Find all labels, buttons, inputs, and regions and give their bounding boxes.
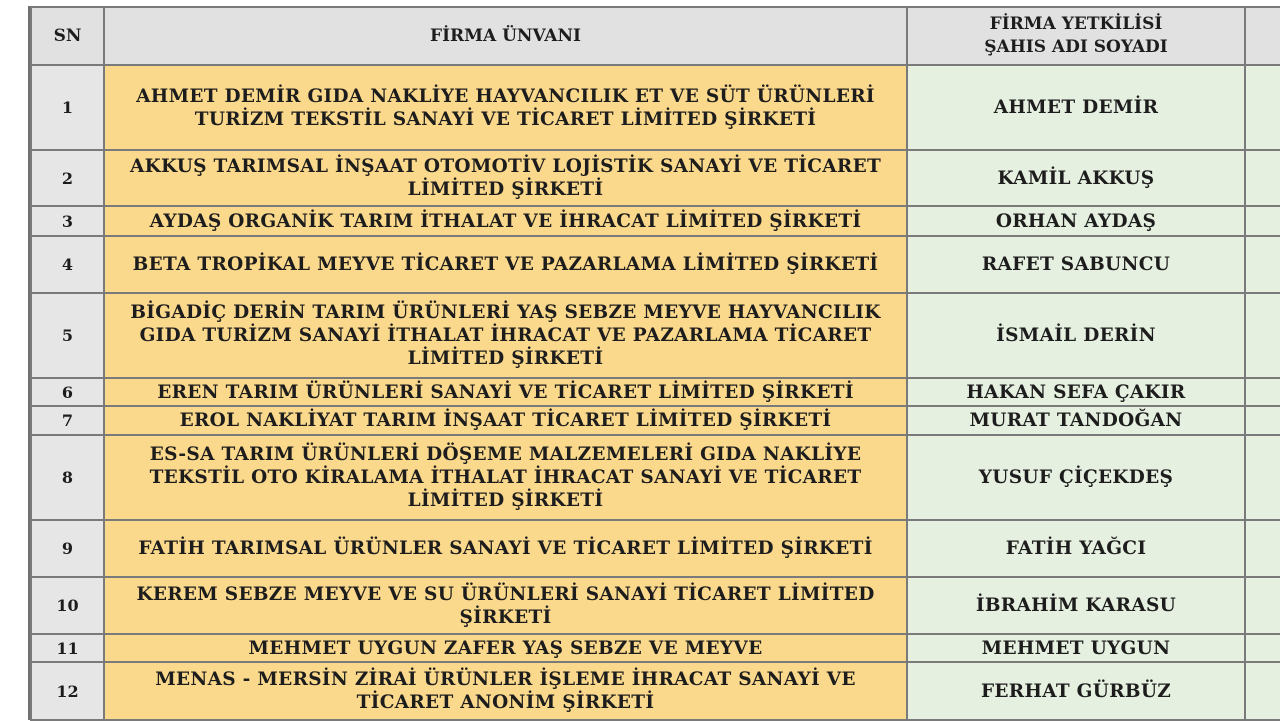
row-sn-cell[interactable]: 6 [31,378,104,406]
table-row [31,406,1280,435]
row-extra-cell[interactable] [1245,150,1280,206]
firma-text-line: EROL NAKLİYAT TARIM İNŞAAT TİCARET LİMİTED ŞİRKETİ [179,410,832,431]
row-firma-cell[interactable] [104,378,907,406]
header-firma-yetkilisi [907,7,1245,65]
row-yetkili-cell[interactable]: ORHAN AYDAŞ [907,206,1245,236]
row-firma-cell[interactable] [104,577,907,634]
table-row [31,662,1280,720]
firma-text-line: EREN TARIM ÜRÜNLERİ SANAYİ VE TİCARET LİMİTED ŞİRKETİ [157,381,854,403]
table-row [31,577,1280,634]
row-sn-cell[interactable]: 10 [31,577,104,634]
row-yetkili-cell[interactable]: RAFET SABUNCU [907,236,1245,293]
row-sn-cell[interactable]: 1 [31,65,104,150]
row-yetkili-cell[interactable]: MEHMET UYGUN [907,634,1245,662]
row-yetkili-cell[interactable]: FATİH YAĞCI [907,520,1245,577]
row-extra-cell[interactable] [1245,378,1280,406]
row-extra-cell[interactable] [1245,662,1280,720]
firma-text-line: MEHMET UYGUN ZAFER YAŞ SEBZE VE MEYVE [248,637,763,659]
row-firma-cell[interactable] [104,150,907,206]
row-sn-cell[interactable]: 9 [31,520,104,577]
row-extra-cell[interactable] [1245,236,1280,293]
row-sn-cell[interactable]: 2 [31,150,104,206]
table-row [31,435,1280,520]
header-sn: SN [31,7,104,65]
spreadsheet-sheet [28,6,1280,720]
firma-text-line: MENAS - MERSİN ZİRAİ ÜRÜNLER İŞLEME İHRACAT SANAYİ VE [155,669,856,690]
row-extra-cell[interactable] [1245,435,1280,520]
firma-text-line: ES-SA TARIM ÜRÜNLERİ DÖŞEME MALZEMELERİ GIDA NAKLİYE [149,444,862,465]
firma-text-line: AKKUŞ TARIMSAL İNŞAAT OTOMOTİV LOJİSTİK SANAYİ VE TİCARET [129,156,882,177]
header-extra-column [1245,7,1280,65]
firma-text-line: BİGADİÇ DERİN TARIM ÜRÜNLERİ YAŞ SEBZE MEYVE HAYVANCILIK [130,302,881,323]
firma-text-line: GIDA TURİZM SANAYİ İTHALAT İHRACAT VE PAZARLAMA TİCARET [139,325,872,346]
firma-text-line: TEKSTİL OTO KİRALAMA İTHALAT İHRACAT SANAYİ VE TİCARET [149,467,862,488]
firma-text-line: LİMİTED ŞİRKETİ [407,348,604,369]
row-yetkili-cell[interactable]: KAMİL AKKUŞ [907,150,1245,206]
firma-text-line: TİCARET ANONİM ŞİRKETİ [356,692,655,713]
row-sn-cell[interactable]: 11 [31,634,104,662]
row-firma-cell[interactable] [104,236,907,293]
row-extra-cell[interactable] [1245,206,1280,236]
table-body [31,65,1280,720]
row-firma-cell[interactable] [104,662,907,720]
row-yetkili-cell[interactable]: HAKAN SEFA ÇAKIR [907,378,1245,406]
row-yetkili-cell[interactable]: FERHAT GÜRBÜZ [907,662,1245,720]
row-sn-cell[interactable]: 4 [31,236,104,293]
row-extra-cell[interactable] [1245,293,1280,378]
row-firma-cell[interactable] [104,406,907,435]
row-firma-cell[interactable] [104,293,907,378]
row-yetkili-cell[interactable]: YUSUF ÇİÇEKDEŞ [907,435,1245,520]
firma-text-line: LİMİTED ŞİRKETİ [407,179,604,200]
firma-text-line: AYDAŞ ORGANİK TARIM İTHALAT VE İHRACAT LİMİTED ŞİRKETİ [149,210,862,232]
row-sn-cell[interactable]: 12 [31,662,104,720]
firma-text-line: LİMİTED ŞİRKETİ [407,490,604,511]
table-row [31,150,1280,206]
row-sn-cell[interactable]: 3 [31,206,104,236]
firma-text-line: KEREM SEBZE MEYVE VE SU ÜRÜNLERİ SANAYİ TİCARET LİMİTED [136,583,875,605]
row-sn-cell[interactable]: 7 [31,406,104,435]
table-row [31,206,1280,236]
table-row [31,65,1280,150]
table-row [31,293,1280,378]
row-extra-cell[interactable] [1245,65,1280,150]
row-yetkili-cell[interactable]: İBRAHİM KARASU [907,577,1245,634]
header-firma-unvani: FİRMA ÜNVANI [104,7,907,65]
row-extra-cell[interactable] [1245,520,1280,577]
row-firma-cell[interactable] [104,520,907,577]
header-yetkili-line2: ŞAHIS ADI SOYADI [984,37,1168,57]
firma-text-line: AHMET DEMİR GIDA NAKLİYE HAYVANCILIK ET VE SÜT ÜRÜNLERİ [136,85,875,107]
table-row [31,634,1280,662]
table-row [31,236,1280,293]
company-table [30,6,1280,721]
firma-text-line: TURİZM TEKSTİL SANAYİ VE TİCARET LİMİTED ŞİRKETİ [194,108,817,130]
row-firma-cell[interactable] [104,65,907,150]
row-sn-cell[interactable]: 8 [31,435,104,520]
table-row [31,378,1280,406]
row-extra-cell[interactable] [1245,577,1280,634]
header-row [31,7,1280,65]
row-yetkili-cell[interactable]: AHMET DEMİR [907,65,1245,150]
table-row [31,520,1280,577]
row-firma-cell[interactable] [104,435,907,520]
firma-text-line: ŞİRKETİ [459,606,552,628]
header-yetkili-line1: FİRMA YETKİLİSİ [989,14,1163,34]
firma-text-line: BETA TROPİKAL MEYVE TİCARET VE PAZARLAMA LİMİTED ŞİRKETİ [132,254,879,275]
row-sn-cell[interactable]: 5 [31,293,104,378]
firma-text-line: FATİH TARIMSAL ÜRÜNLER SANAYİ VE TİCARET LİMİTED ŞİRKETİ [138,538,873,559]
row-extra-cell[interactable] [1245,406,1280,435]
row-yetkili-cell[interactable]: MURAT TANDOĞAN [907,406,1245,435]
row-firma-cell[interactable] [104,206,907,236]
row-firma-cell[interactable] [104,634,907,662]
row-yetkili-cell[interactable]: İSMAİL DERİN [907,293,1245,378]
row-extra-cell[interactable] [1245,634,1280,662]
